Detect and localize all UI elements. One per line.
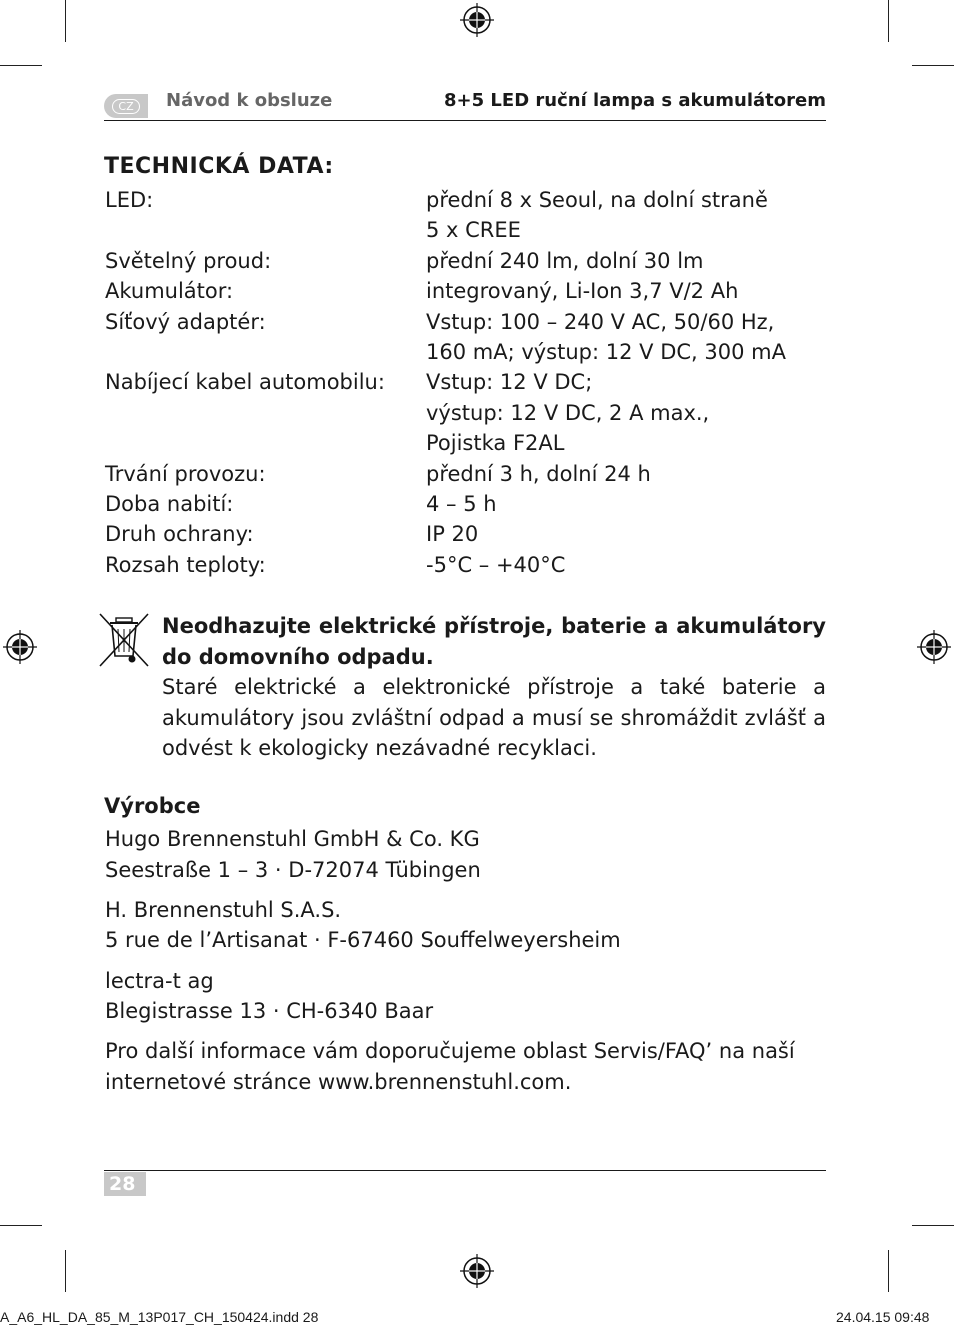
spec-label: LED:: [105, 188, 154, 212]
spec-value: integrovaný, Li-Ion 3,7 V/2 Ah: [426, 279, 739, 303]
info-text: Pro další informace vám doporučujeme oblast Servis/FAQ’ na naší: [105, 1039, 795, 1063]
disposal-text: Staré elektrické a elektronické přístroje a také baterie a akumulátory jsou zvláštní odpad a musí se shromáždit zvlášť a odvést k ekologicky nezávadné recyklaci.: [162, 675, 826, 760]
spec-value: výstup: 12 V DC, 2 A max.,: [426, 401, 710, 425]
crop-mark: [888, 0, 889, 42]
crop-mark: [0, 1225, 42, 1226]
spec-label: Nabíjecí kabel automobilu:: [105, 370, 385, 394]
spec-label: Síťový adaptér:: [105, 310, 266, 334]
manufacturer-line: lectra-t ag: [105, 969, 214, 993]
spec-label: Světelný proud:: [105, 249, 272, 273]
spec-value: 160 mA; výstup: 12 V DC, 300 mA: [426, 340, 786, 364]
registration-mark-icon: [460, 1254, 494, 1288]
product-title: 8+5 LED ruční lampa s akumulátorem: [444, 90, 826, 111]
spec-value: Vstup: 12 V DC;: [426, 370, 593, 394]
spec-value: přední 3 h, dolní 24 h: [426, 462, 651, 486]
disposal-warning: Neodhazujte elektrické přístroje, baterie a akumulátory do domovního odpadu.: [162, 614, 826, 669]
registration-mark-icon: [460, 3, 494, 37]
manufacturer-line: Blegistrasse 13 · CH-6340 Baar: [105, 999, 434, 1023]
spec-label: Rozsah teploty:: [105, 553, 266, 577]
crop-mark: [65, 1250, 66, 1292]
crop-mark: [65, 0, 66, 42]
spec-label: Druh ochrany:: [105, 522, 254, 546]
manual-title: Návod k obsluze: [166, 90, 333, 111]
crop-mark: [912, 1225, 954, 1226]
spec-value: přední 8 x Seoul, na dolní straně: [426, 188, 768, 212]
page-number: 28: [104, 1172, 146, 1196]
footer-divider: [104, 1170, 826, 1171]
spec-label: Doba nabití:: [105, 492, 234, 516]
registration-mark-icon: [3, 630, 37, 664]
manufacturer-line: Hugo Brennenstuhl GmbH & Co. KG: [105, 827, 480, 851]
file-slug: A_A6_HL_DA_85_M_13P017_CH_150424.indd 28: [0, 1309, 319, 1325]
manufacturer-line: Seestraße 1 – 3 · D-72074 Tübingen: [105, 858, 481, 882]
tech-data-heading: TECHNICKÁ DATA:: [104, 154, 334, 179]
info-text: internetové stránce www.brennenstuhl.com.: [105, 1070, 572, 1094]
spec-value: Pojistka F2AL: [426, 431, 565, 455]
manufacturer-line: 5 rue de l’Artisanat · F-67460 Souffelweyersheim: [105, 928, 621, 952]
crop-mark: [888, 1250, 889, 1292]
header-divider: [104, 120, 826, 121]
spec-label: Akumulátor:: [105, 279, 234, 303]
spec-label: Trvání provozu:: [105, 462, 266, 486]
spec-value: -5°C – +40°C: [426, 553, 566, 577]
manufacturer-heading: Výrobce: [104, 794, 201, 818]
disposal-notice: [162, 611, 826, 764]
language-badge: [104, 94, 148, 118]
crossed-out-wheelie-bin-icon: [98, 612, 150, 668]
language-code: CZ: [112, 99, 139, 114]
spec-value: 4 – 5 h: [426, 492, 497, 516]
spec-value: přední 240 lm, dolní 30 lm: [426, 249, 704, 273]
registration-mark-icon: [917, 630, 951, 664]
date-slug: 24.04.15 09:48: [836, 1309, 930, 1325]
spec-value: IP 20: [426, 522, 479, 546]
crop-mark: [912, 65, 954, 66]
spec-value: 5 x CREE: [426, 218, 521, 242]
spec-value: Vstup: 100 – 240 V AC, 50/60 Hz,: [426, 310, 775, 334]
crop-mark: [0, 65, 42, 66]
manufacturer-line: H. Brennenstuhl S.A.S.: [105, 898, 342, 922]
